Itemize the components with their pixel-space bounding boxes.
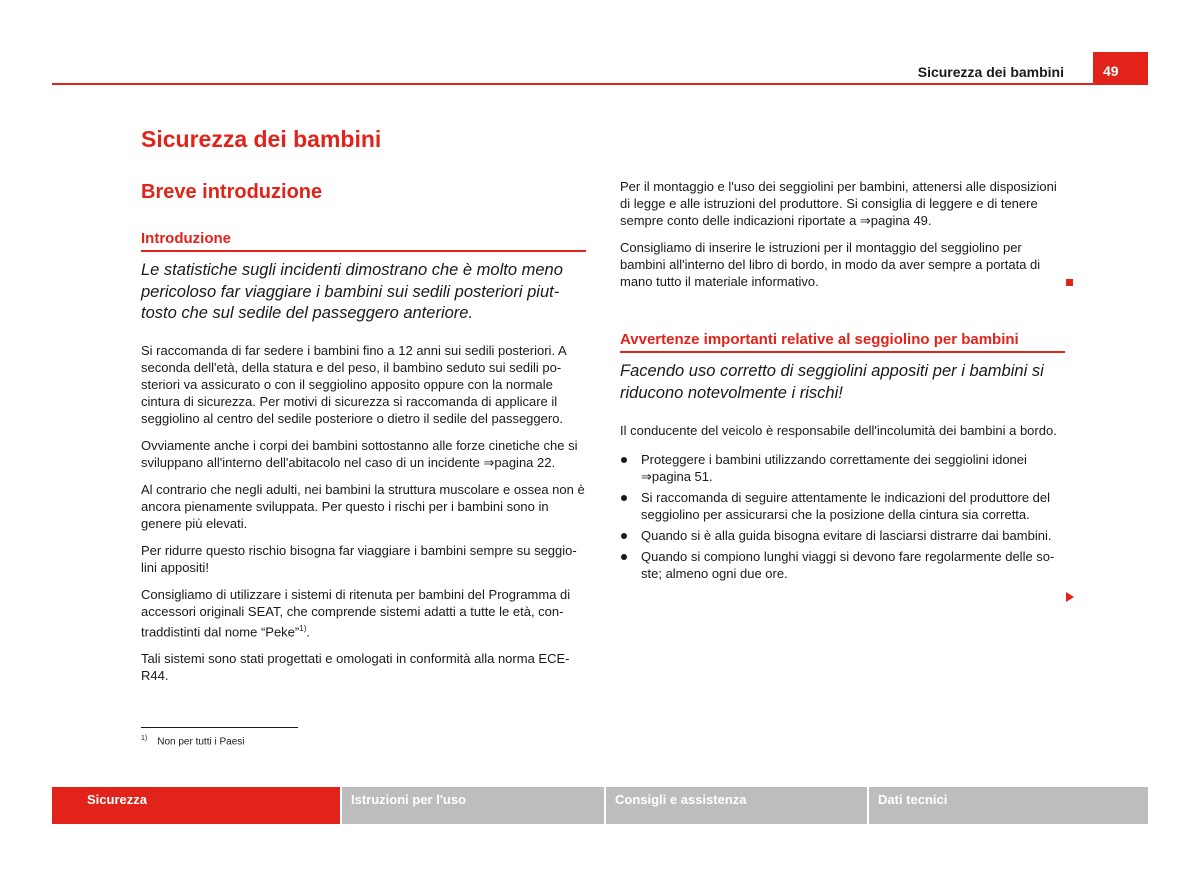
body-paragraph: Ovviamente anche i corpi dei bambini sottostanno alle forze cinetiche che si sviluppano all'interno dell'abitacolo nel caso di un incidente ⇒pagina 22. xyxy=(141,437,578,470)
header-rule xyxy=(52,83,1148,85)
introduction-lead: Le statistiche sugli incidenti dimostrano che è molto meno pericoloso far viaggiare i bambini sui sedili posteriori piuttosto che sul sedile del passeggero anteriore. xyxy=(141,261,563,322)
warnings-list xyxy=(620,451,1065,582)
peke-paragraph-end: . xyxy=(306,623,310,639)
warnings-heading: Avvertenze importanti relative al seggiolino per bambini xyxy=(620,330,1065,353)
list-item-text: Si raccomanda di seguire attentamente le indicazioni del produttore del seggiolino per assicurarsi che la posizione della cintura sia corretta. xyxy=(641,490,1051,522)
tab-sicurezza[interactable]: Sicurezza xyxy=(52,787,340,824)
warnings-lead: Facendo uso corretto di seggiolini appositi per i bambini si riducono notevolmente i rischi! xyxy=(620,362,1044,402)
body-paragraph: Il conducente del veicolo è responsabile dell'incolumità dei bambini a bordo. xyxy=(620,423,1057,438)
list-item-text: Quando si è alla guida bisogna evitare di lasciarsi distrarre dai bambini. xyxy=(641,528,1052,543)
body-paragraph: Si raccomanda di far sedere i bambini fino a 12 anni sui sedili posteriori. A seconda dell'età, della statura e del peso, il bambino seduto sui sedili posteriori va assicurato o con il seggiolino apposito oppure con la normale cintura di sicurezza. Per motivi di sicurezza si raccomanda di applicare il seggiolino al centro del sedile posteriore o dietro il sedile del passeggero. xyxy=(141,342,566,426)
body-paragraph: Per il montaggio e l'uso dei seggiolini per bambini, attenersi alle disposizioni di legge e alle istruzioni del produttore. Si consiglia di leggere e di tenere sempre conto delle indicazioni riportate a ⇒pagina 49. xyxy=(620,179,1057,228)
continue-arrow-icon xyxy=(1066,592,1074,602)
right-column xyxy=(620,178,1065,586)
tab-consigli-e-assistenza[interactable]: Consigli e assistenza xyxy=(606,787,867,824)
peke-paragraph xyxy=(141,586,586,640)
section-end-square-icon xyxy=(1066,279,1073,286)
footnote-rule xyxy=(141,727,298,728)
introduction-heading: Introduzione xyxy=(141,229,586,252)
section-subtitle: Breve introduzione xyxy=(141,181,323,203)
chapter-title: Sicurezza dei bambini xyxy=(141,126,382,152)
body-paragraph: Tali sistemi sono stati progettati e omologati in conformità alla norma ECE-R44. xyxy=(141,650,570,683)
bullet-icon xyxy=(621,554,627,560)
tab-dati-tecnici[interactable]: Dati tecnici xyxy=(869,787,1148,824)
page-number: 49 xyxy=(1093,52,1148,85)
footnote xyxy=(141,735,245,747)
peke-paragraph-text: Consigliamo di utilizzare i sistemi di ritenuta per bambini del Programma di accessori originali SEAT, che comprende sistemi adatti a tutte le età, contraddistinti dal nome “Peke” xyxy=(141,586,571,639)
tab-istruzioni-per-luso[interactable]: Istruzioni per l'uso xyxy=(342,787,604,824)
bullet-icon xyxy=(621,533,627,539)
left-column xyxy=(141,124,586,694)
bullet-icon xyxy=(621,495,627,501)
list-item xyxy=(620,489,1065,523)
running-header-title: Sicurezza dei bambini xyxy=(917,64,1064,80)
body-paragraph: Al contrario che negli adulti, nei bambini la struttura muscolare e ossea non è ancora pienamente sviluppata. Per questo i rischi per i bambini sono in genere più elevati. xyxy=(141,481,585,531)
bullet-icon xyxy=(621,457,627,463)
body-paragraph: Consigliamo di inserire le istruzioni per il montaggio del seggiolino per bambini all'interno del libro di bordo, in modo da aver sempre a portata di mano tutto il materiale informativo. xyxy=(620,240,1041,289)
footnote-mark: 1) xyxy=(141,735,148,742)
body-paragraph: Per ridurre questo rischio bisogna far viaggiare i bambini sempre su seggiolini appositi! xyxy=(141,542,577,575)
list-item-text: Quando si compiono lunghi viaggi si devono fare regolarmente delle soste; almeno ogni due ore. xyxy=(641,549,1055,581)
list-item xyxy=(620,527,1065,544)
list-item xyxy=(620,548,1065,582)
footnote-reference: 1) xyxy=(299,623,307,633)
footnote-text: Non per tutti i Paesi xyxy=(157,736,245,748)
list-item xyxy=(620,451,1065,485)
list-item-text: Proteggere i bambini utilizzando correttamente dei seggiolini idonei ⇒pagina 51. xyxy=(641,452,1027,484)
